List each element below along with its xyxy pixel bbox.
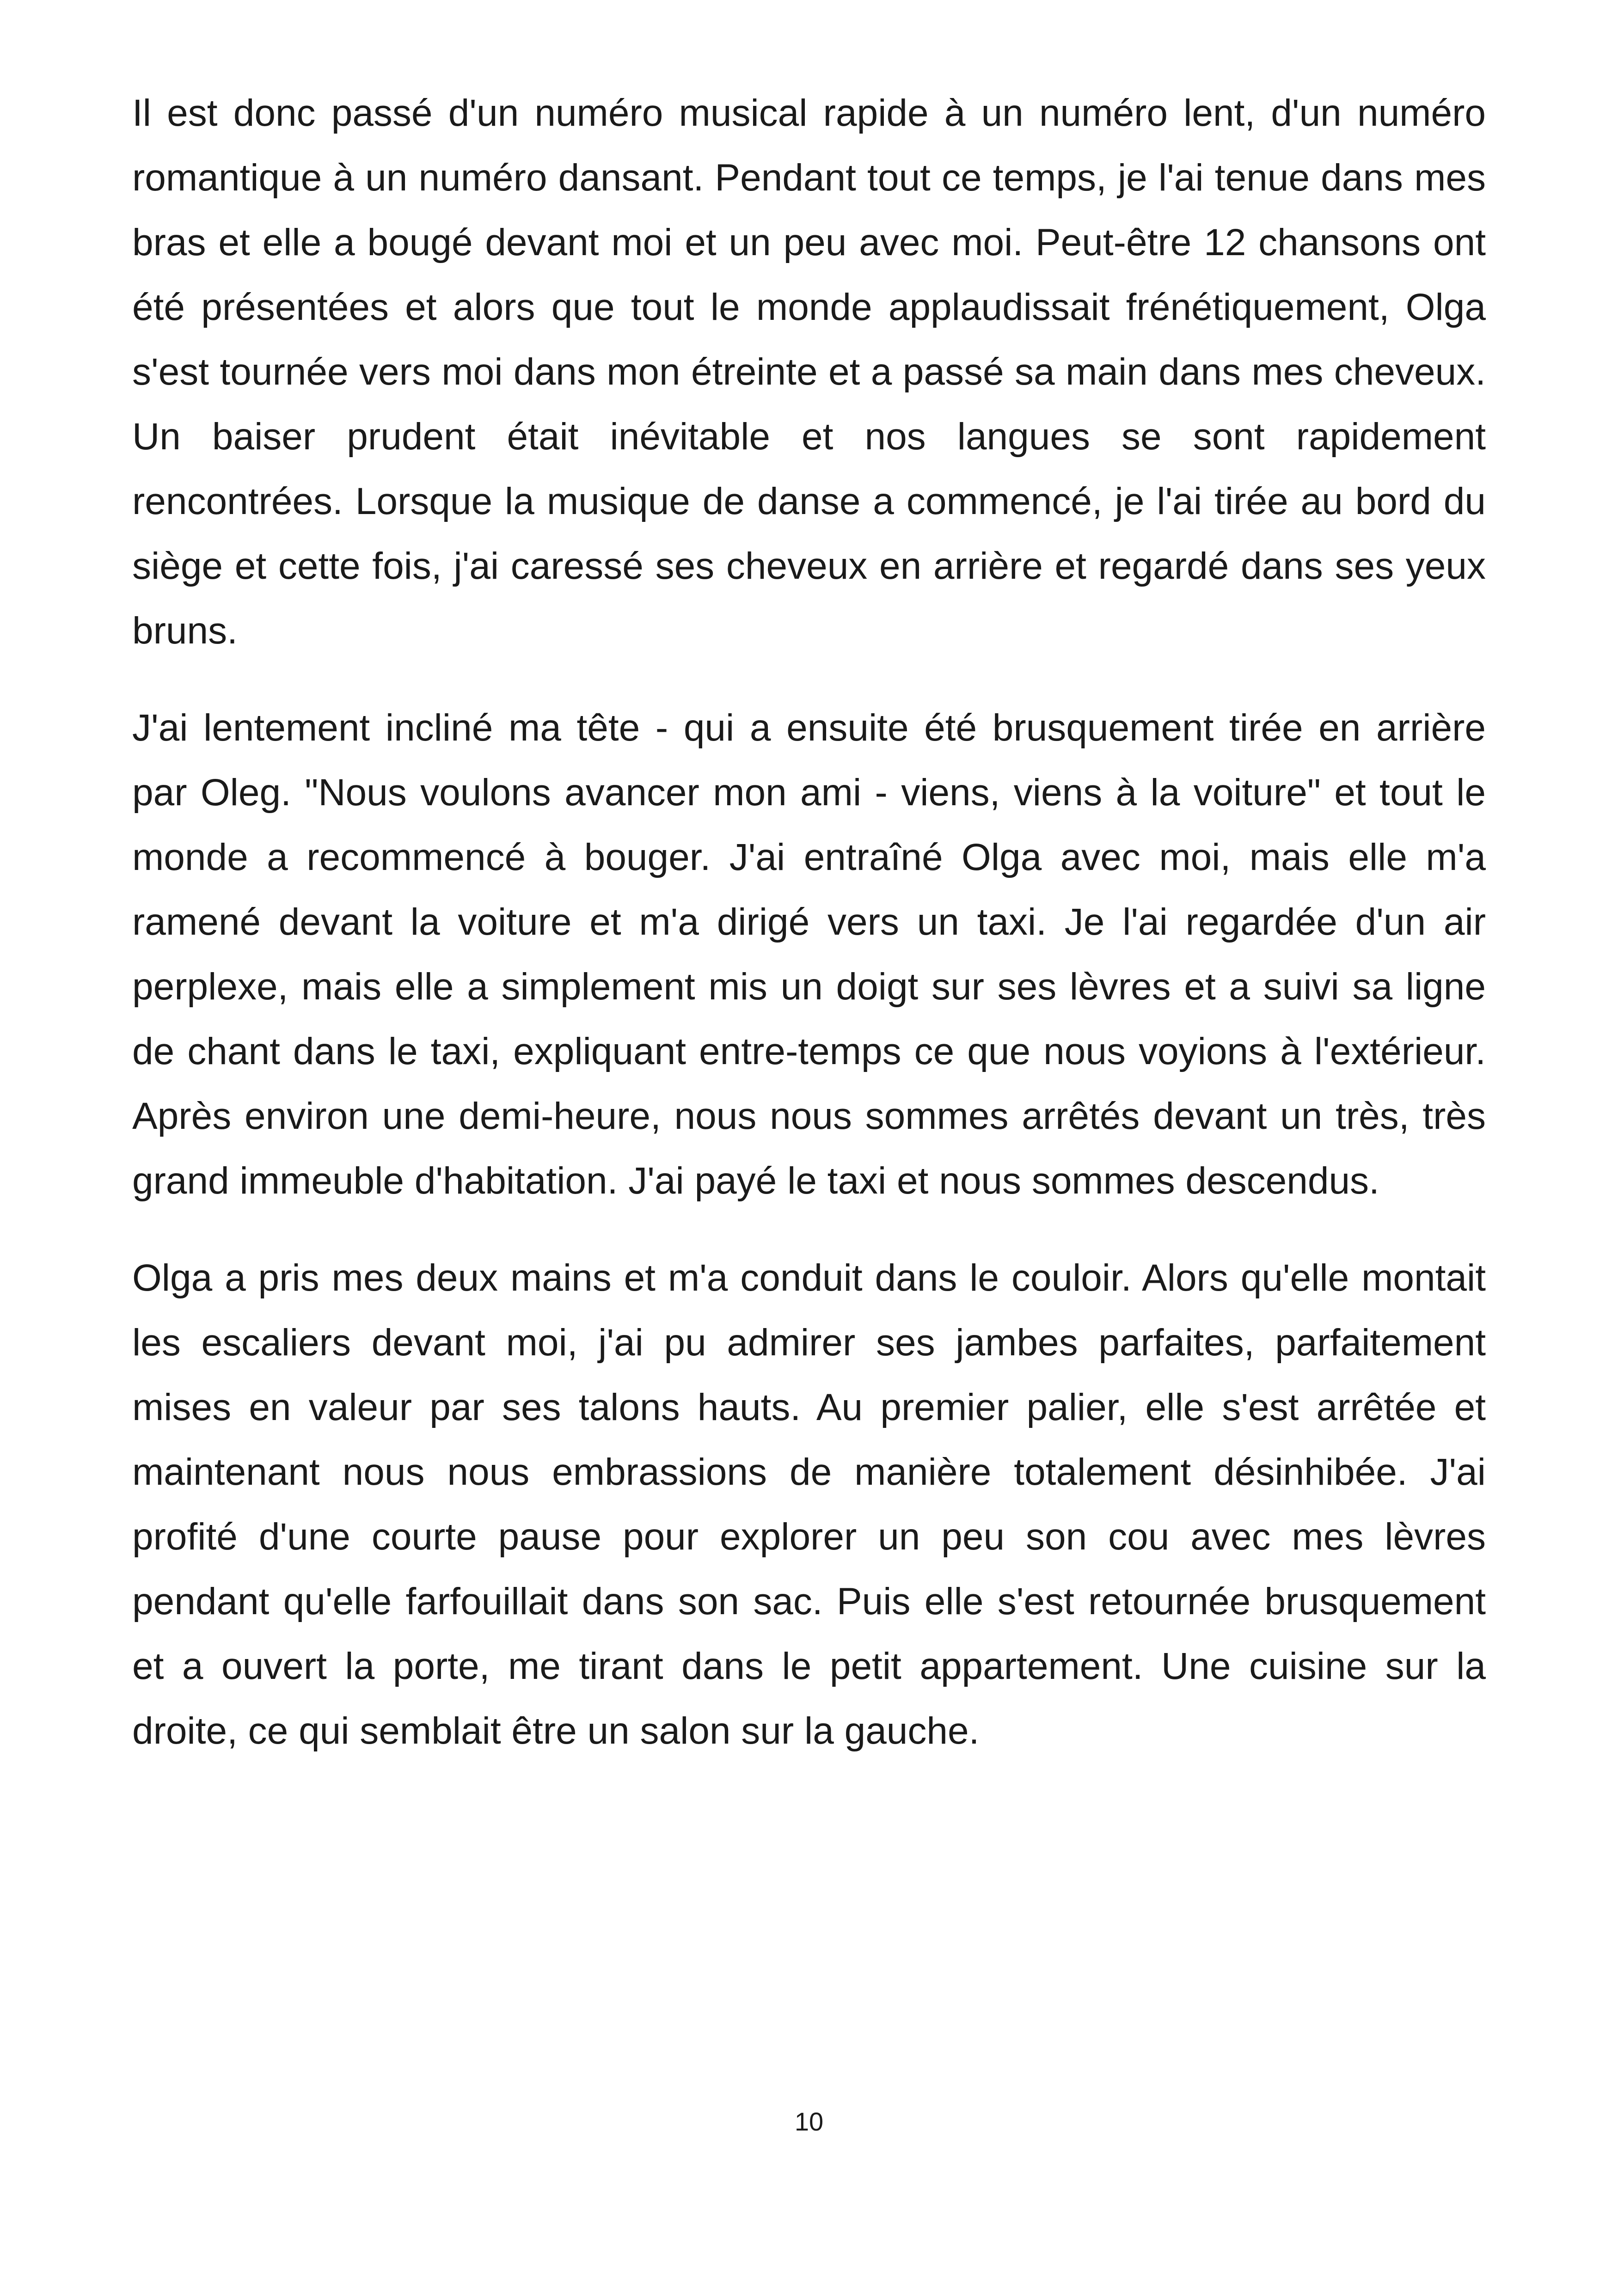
paragraph-3: Olga a pris mes deux mains et m'a conduit dans le couloir. Alors qu'elle montait les escaliers devant moi, j'ai pu admirer ses jambes parfaites, parfaitement mises en valeur par ses talons hauts. Au premier palier, elle s'est arrêtée et maintenant nous nous embrassions de manière totalement désinhibée. J'ai profité d'une courte pause pour explorer un peu son cou avec mes lèvres pendant qu'elle farfouillait dans son sac. Puis elle s'est retournée brusquement et a ouvert la porte, me tirant dans le petit appartement. Une cuisine sur la droite, ce qui semblait être un salon sur la gauche.: [132, 1257, 1486, 1752]
paragraph-2: J'ai lentement incliné ma tête - qui a ensuite été brusquement tirée en arrière par Oleg. "Nous voulons avancer mon ami - viens, viens à la voiture" et tout le monde a recommencé à bouger. J'ai entraîné Olga avec moi, mais elle m'a ramené devant la voiture et m'a dirigé vers un taxi. Je l'ai regardée d'un air perplexe, mais elle a simplement mis un doigt sur ses lèvres et a suivi sa ligne de chant dans le taxi, expliquant entre-temps ce que nous voyions à l'extérieur. Après environ une demi-heure, nous nous sommes arrêtés devant un très, très grand immeuble d'habitation. J'ai payé le taxi et nous sommes descendus.: [132, 707, 1486, 1202]
body-text: [132, 81, 1486, 1796]
paragraph-1: Il est donc passé d'un numéro musical rapide à un numéro lent, d'un numéro romantique à un numéro dansant. Pendant tout ce temps, je l'ai tenue dans mes bras et elle a bougé devant moi et un peu avec moi. Peut-être 12 chansons ont été présentées et alors que tout le monde applaudissait frénétiquement, Olga s'est tournée vers moi dans mon étreinte et a passé sa main dans mes cheveux. Un baiser prudent était inévitable et nos langues se sont rapidement rencontrées. Lorsque la musique de danse a commencé, je l'ai tirée au bord du siège et cette fois, j'ai caressé ses cheveux en arrière et regardé dans ses yeux bruns.: [132, 92, 1486, 652]
page-number: 10: [794, 2107, 824, 2136]
